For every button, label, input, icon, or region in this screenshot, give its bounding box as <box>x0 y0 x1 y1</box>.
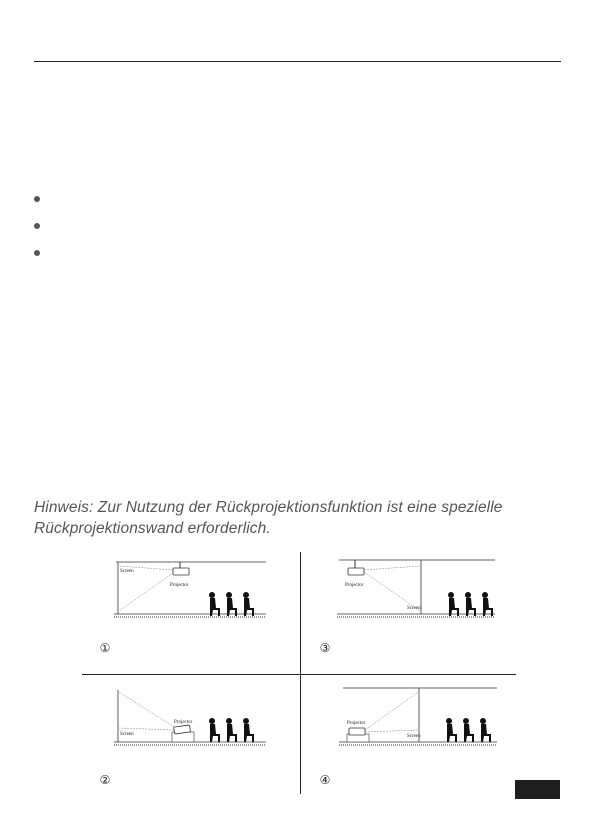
audience-icon <box>209 718 254 742</box>
audience-icon <box>448 592 493 616</box>
screen-label: Screen <box>120 569 134 574</box>
note-line-2: Rückprojektionswand erforderlich. <box>34 520 271 537</box>
diagram-number-3: ③ <box>319 641 331 655</box>
grid-divider-horizontal <box>82 674 516 675</box>
note-line-1: Hinweis: Zur Nutzung der Rückprojektionsfunktion ist eine spezielle <box>34 499 503 516</box>
projector-icon <box>173 568 189 575</box>
page-corner-tab <box>515 780 560 799</box>
top-rule <box>34 61 561 62</box>
projector-label: Projector <box>347 721 366 726</box>
grid-divider-vertical <box>300 552 301 794</box>
bullet-dot-icon <box>34 196 40 202</box>
audience-icon <box>446 718 491 742</box>
diagram-number-1: ① <box>99 641 111 655</box>
bullet-dot-icon <box>34 223 40 229</box>
diagram-rear-table <box>337 684 507 752</box>
diagram-front-ceiling <box>112 556 272 624</box>
projector-label: Projector <box>174 720 193 725</box>
projector-icon <box>348 568 364 575</box>
diagram-front-table <box>112 688 272 752</box>
projector-label: Projector <box>345 583 364 588</box>
screen-label: Screen <box>407 734 421 739</box>
screen-label: Screen <box>407 606 421 611</box>
projector-icon <box>349 728 365 735</box>
rear-projection-note <box>34 497 564 539</box>
bullet-list <box>34 196 40 277</box>
screen-label: Screen <box>120 732 134 737</box>
diagram-number-2: ② <box>99 773 111 787</box>
projector-label: Projector <box>170 583 189 588</box>
diagram-number-4: ④ <box>319 773 331 787</box>
audience-icon <box>209 592 254 616</box>
diagram-rear-ceiling <box>335 554 505 624</box>
bullet-dot-icon <box>34 250 40 256</box>
